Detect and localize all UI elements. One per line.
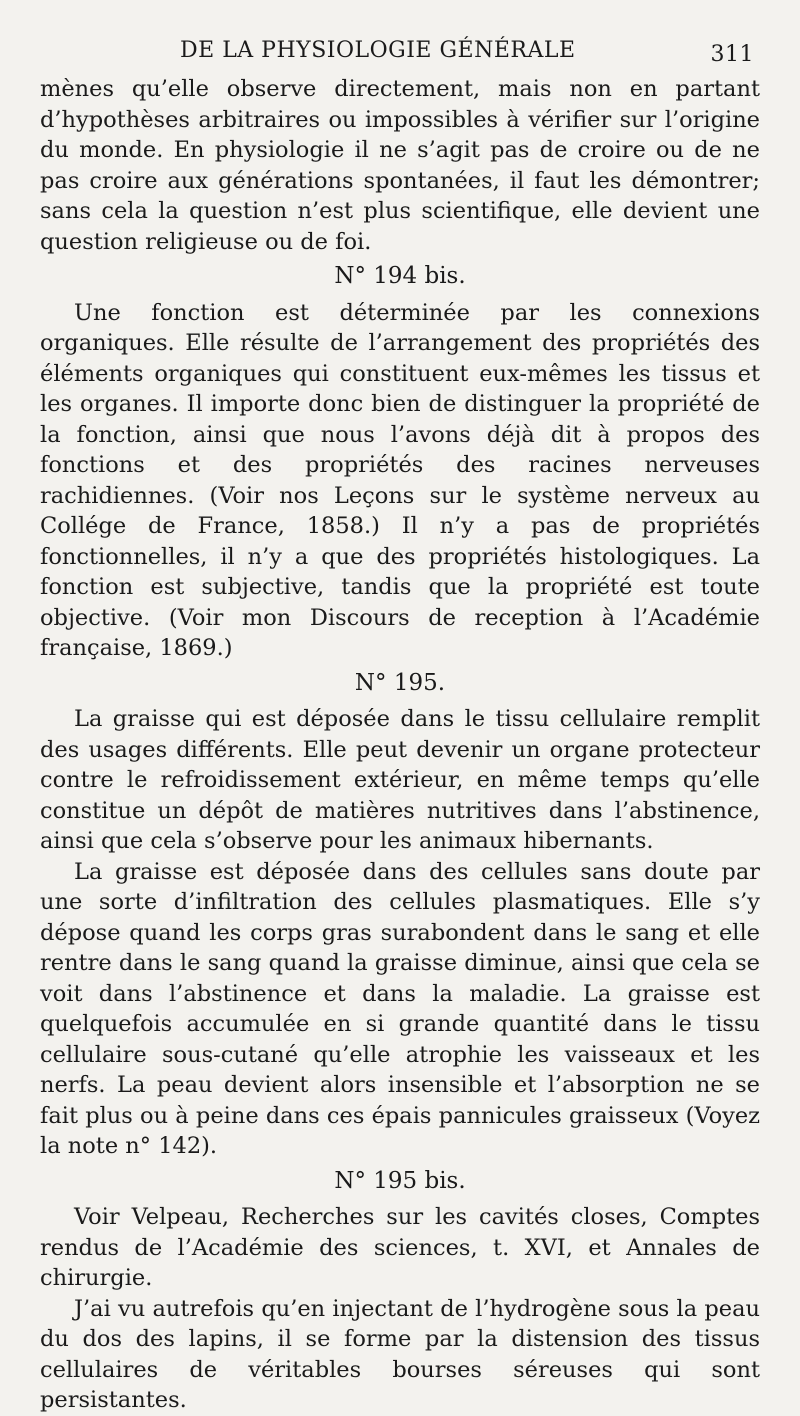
section-heading-194-bis: N° 194 bis. xyxy=(334,263,466,289)
paragraph-graisse-depot: La graisse est déposée dans des cellules sans doute par une sorte d’infiltration des cellules plasmatiques. Elle s’y dépose quand les corps gras surabondent dans le sang et elle rentre dans le sang quand la graisse diminue, ainsi que cela se voit dans l’abstinence et dans la maladie. La graisse est quelquefois accumulée en si grande quantité dans le tissu cellulaire sous-cutané qu’elle atrophie les vaisseaux et les nerfs. La peau devient alors insensible et l’absorption ne se fait plus ou à peine dans ces épais pannicules graisseux (Voyez la note n° 142). xyxy=(40,858,760,1159)
paragraph-hydrogene: J’ai vu autrefois qu’en injectant de l’hydrogène sous la peau du dos des lapins, il se forme par la distension des tissus cellulaires de véritables bourses séreuses qui sont persistantes. xyxy=(40,1295,760,1413)
paragraph-fonction: Une fonction est déterminée par les connexions organiques. Elle résulte de l’arrangement des propriétés des éléments organiques qui constituent eux-mêmes les tissus et les organes. Il importe donc bien de distinguer la propriété de la fonction, ainsi que nous l’avons déjà dit à propos des fonctions et des propriétés des racines nerveuses rachidiennes. (Voir nos Leçons sur le système nerveux au Collége de France, 1858.) Il n’y a pas de propriétés fonctionnelles, il n’y a que des propriétés histologiques. La fonction est subjective, tandis que la propriété est toute objective. (Voir mon Discours de reception à l’Académie française, 1869.) xyxy=(40,299,760,661)
page-number: 311 xyxy=(710,42,754,67)
paragraph-velpeau: Voir Velpeau, Recherches sur les cavités closes, Comptes rendus de l’Académie des sciences, t. XVI, et Annales de chirurgie. xyxy=(40,1204,760,1291)
section-heading-195: N° 195. xyxy=(354,669,446,696)
running-title: DE LA PHYSIOLOGIE GÉNÉRALE xyxy=(180,38,576,63)
paragraph-continued: mènes qu’elle observe directement, mais non en partant d’hypothèses arbitraires ou impossibles à vérifier sur l’origine du monde. En physiologie il ne s’agit pas de croire ou de ne pas croire aux générations spontanées, il faut les démontrer; sans cela la question n’est plus scientifique, elle devient une question religieuse ou de foi. xyxy=(40,76,760,255)
paragraph-graisse-usages: La graisse qui est déposée dans le tissu cellulaire remplit des usages différents. Elle peut devenir un organe protecteur contre le refroidissement extérieur, en même temps qu’elle constitue un dépôt de matières nutritives dans l’abstinence, ainsi que cela s’observe pour les animaux hibernants. xyxy=(40,706,760,854)
section-heading-195-bis: N° 195 bis. xyxy=(334,1167,466,1194)
running-head xyxy=(40,34,760,74)
body-text xyxy=(40,74,760,1416)
